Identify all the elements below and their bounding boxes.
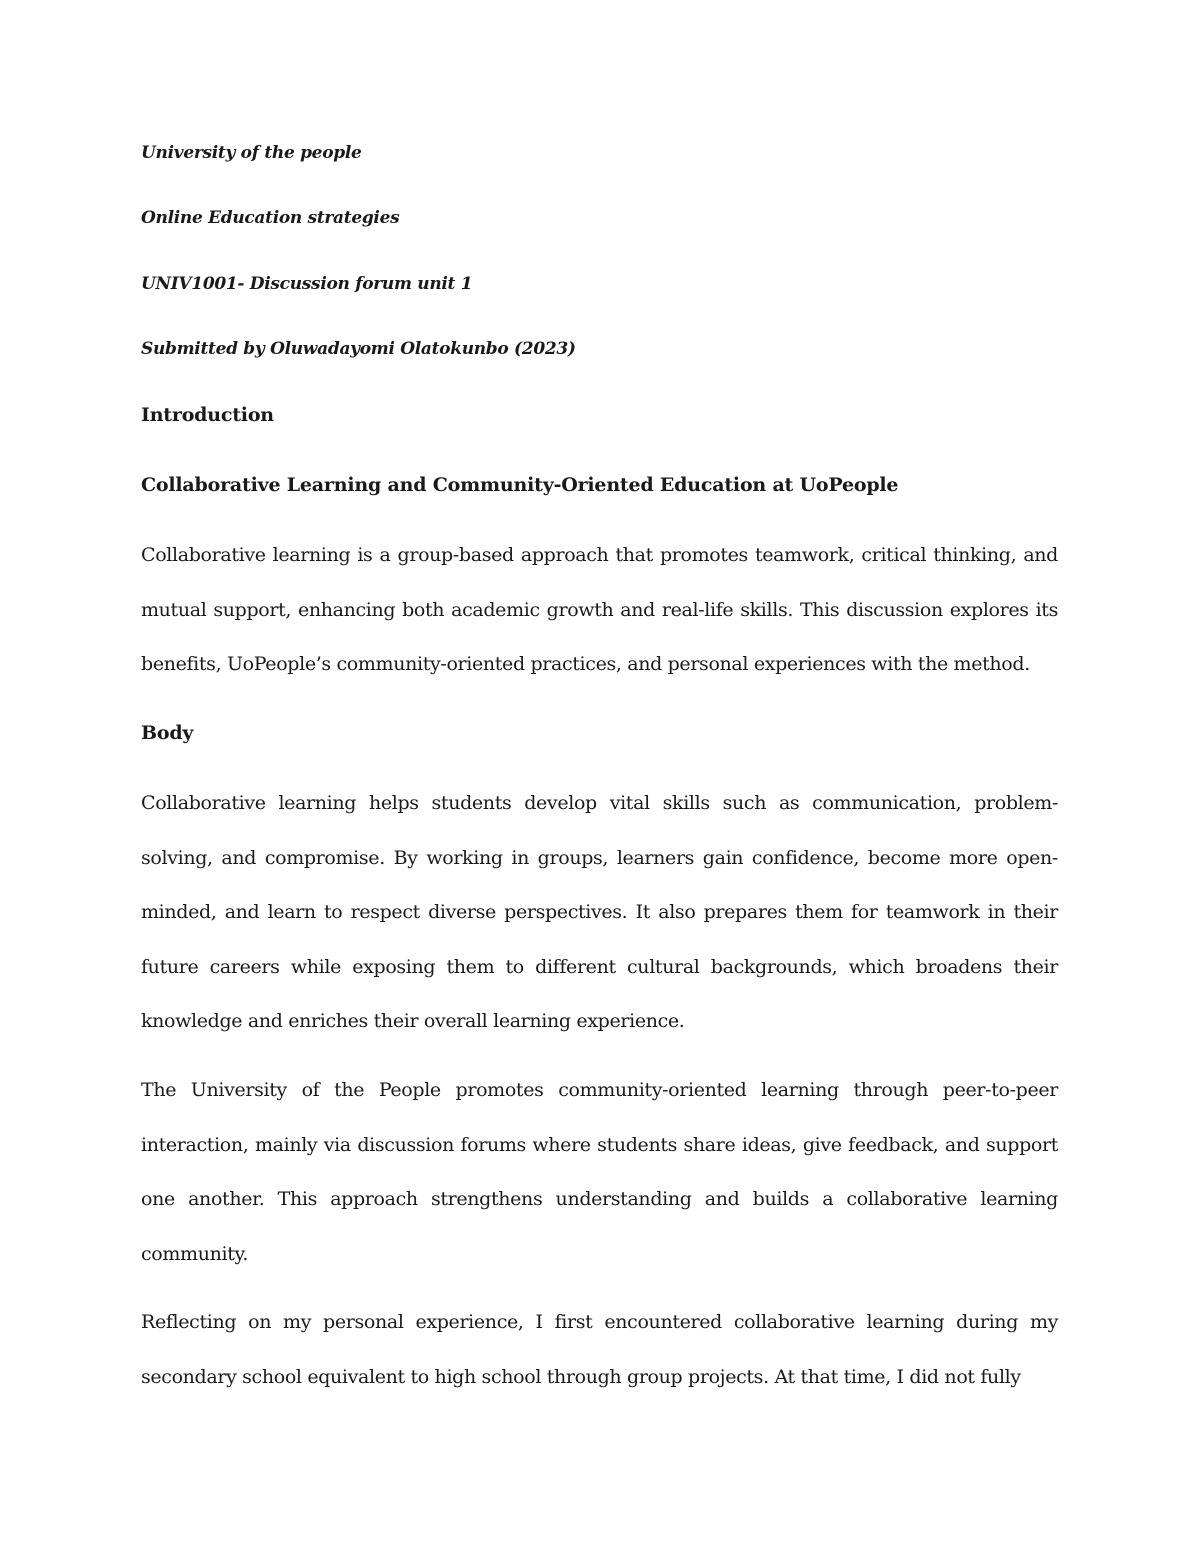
author-line: Submitted by Oluwadayomi Olatokunbo (2023) — [141, 339, 576, 359]
body-paragraph-2: The University of the People promotes community-oriented learning through peer-to-peer interaction, mainly via discussion forums where students share ideas, give feedback, and support one another. This approach strengthens understanding and builds a collaborative learning community. — [141, 1079, 1058, 1265]
introduction-heading: Introduction — [141, 404, 274, 426]
institution-line: University of the people — [141, 143, 362, 163]
course-line: Online Education strategies — [141, 208, 400, 228]
assignment-line: UNIV1001- Discussion forum unit 1 — [141, 274, 473, 294]
body-paragraph-3: Reflecting on my personal experience, I first encountered collaborative learning during my secondary school equivalent to high school through group projects. At that time, I did not fully — [141, 1311, 1058, 1388]
body-heading: Body — [141, 722, 194, 744]
body-paragraph-1: Collaborative learning helps students develop vital skills such as communication, problem-solving, and compromise. By working in groups, learners gain confidence, become more open-minded, and learn to respect diverse perspectives. It also prepares them for teamwork in their future careers while exposing them to different cultural backgrounds, which broadens their knowledge and enriches their overall learning experience. — [141, 792, 1058, 1032]
introduction-paragraph: Collaborative learning is a group-based approach that promotes teamwork, critical thinking, and mutual support, enhancing both academic growth and real-life skills. This discussion explores its benefits, UoPeople’s community-oriented practices, and personal experiences with the method. — [141, 544, 1058, 675]
introduction-subheading: Collaborative Learning and Community-Oriented Education at UoPeople — [141, 474, 899, 496]
